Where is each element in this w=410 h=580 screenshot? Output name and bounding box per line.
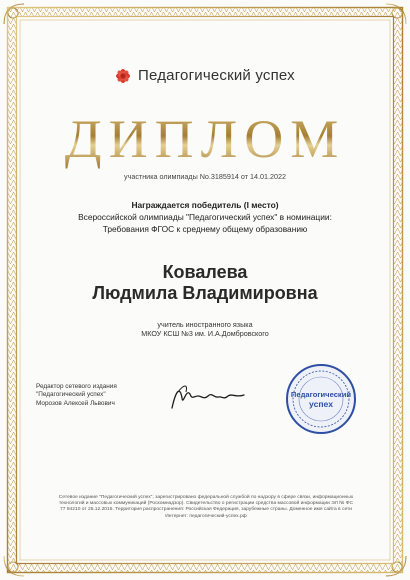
handwritten-signature bbox=[168, 380, 248, 414]
legal-footer: Сетевое издание "Педагогический успех", зарегистрировано федеральной службой по надзору в сфере связи, информационных технологий и массовых коммуникаций (Роскомнадзор). Свидетельство о регистрации средства массовой информации ЭЛ № ФС 77 84210 от 25.12.2015. Территория распространения: Российская Федерация, зарубежные страны. Доменное имя сайта в сети Интернет: педагогический-успех.рф bbox=[58, 495, 354, 519]
award-heading: Награждается победитель (I место) bbox=[131, 200, 279, 210]
editor-block bbox=[36, 383, 176, 408]
brand-name: Педагогический успех bbox=[138, 67, 295, 84]
olympiad-line: Всероссийской олимпиады "Педагогический успех" в номинации: bbox=[78, 212, 332, 222]
participant-number: участника олимпиады No.3185914 от 14.01.2022 bbox=[123, 172, 287, 181]
publisher-stamp bbox=[284, 362, 358, 436]
red-flower-logo-icon bbox=[112, 65, 134, 87]
diploma-title: ДИПЛОМ bbox=[0, 108, 410, 170]
recipient-first-names: Людмила Владимировна bbox=[92, 283, 318, 303]
recipient-position: учитель иностранного языка bbox=[157, 320, 253, 329]
recipient-school: МКОУ КСШ №3 им. И.А.Домбровского bbox=[141, 329, 269, 338]
stamp-line-1: Педагогический bbox=[290, 390, 352, 399]
editor-name: Морозов Алексей Львович bbox=[36, 399, 115, 407]
nomination-line: Требования ФГОС к среднему общему образованию bbox=[102, 224, 308, 234]
stamp-line-2: успех bbox=[309, 399, 333, 409]
brand-header bbox=[112, 63, 312, 91]
editor-publication: "Педагогический успех" bbox=[36, 391, 106, 399]
recipient-last-name: Ковалева bbox=[162, 262, 248, 282]
editor-title: Редактор сетевого издания bbox=[36, 383, 117, 390]
